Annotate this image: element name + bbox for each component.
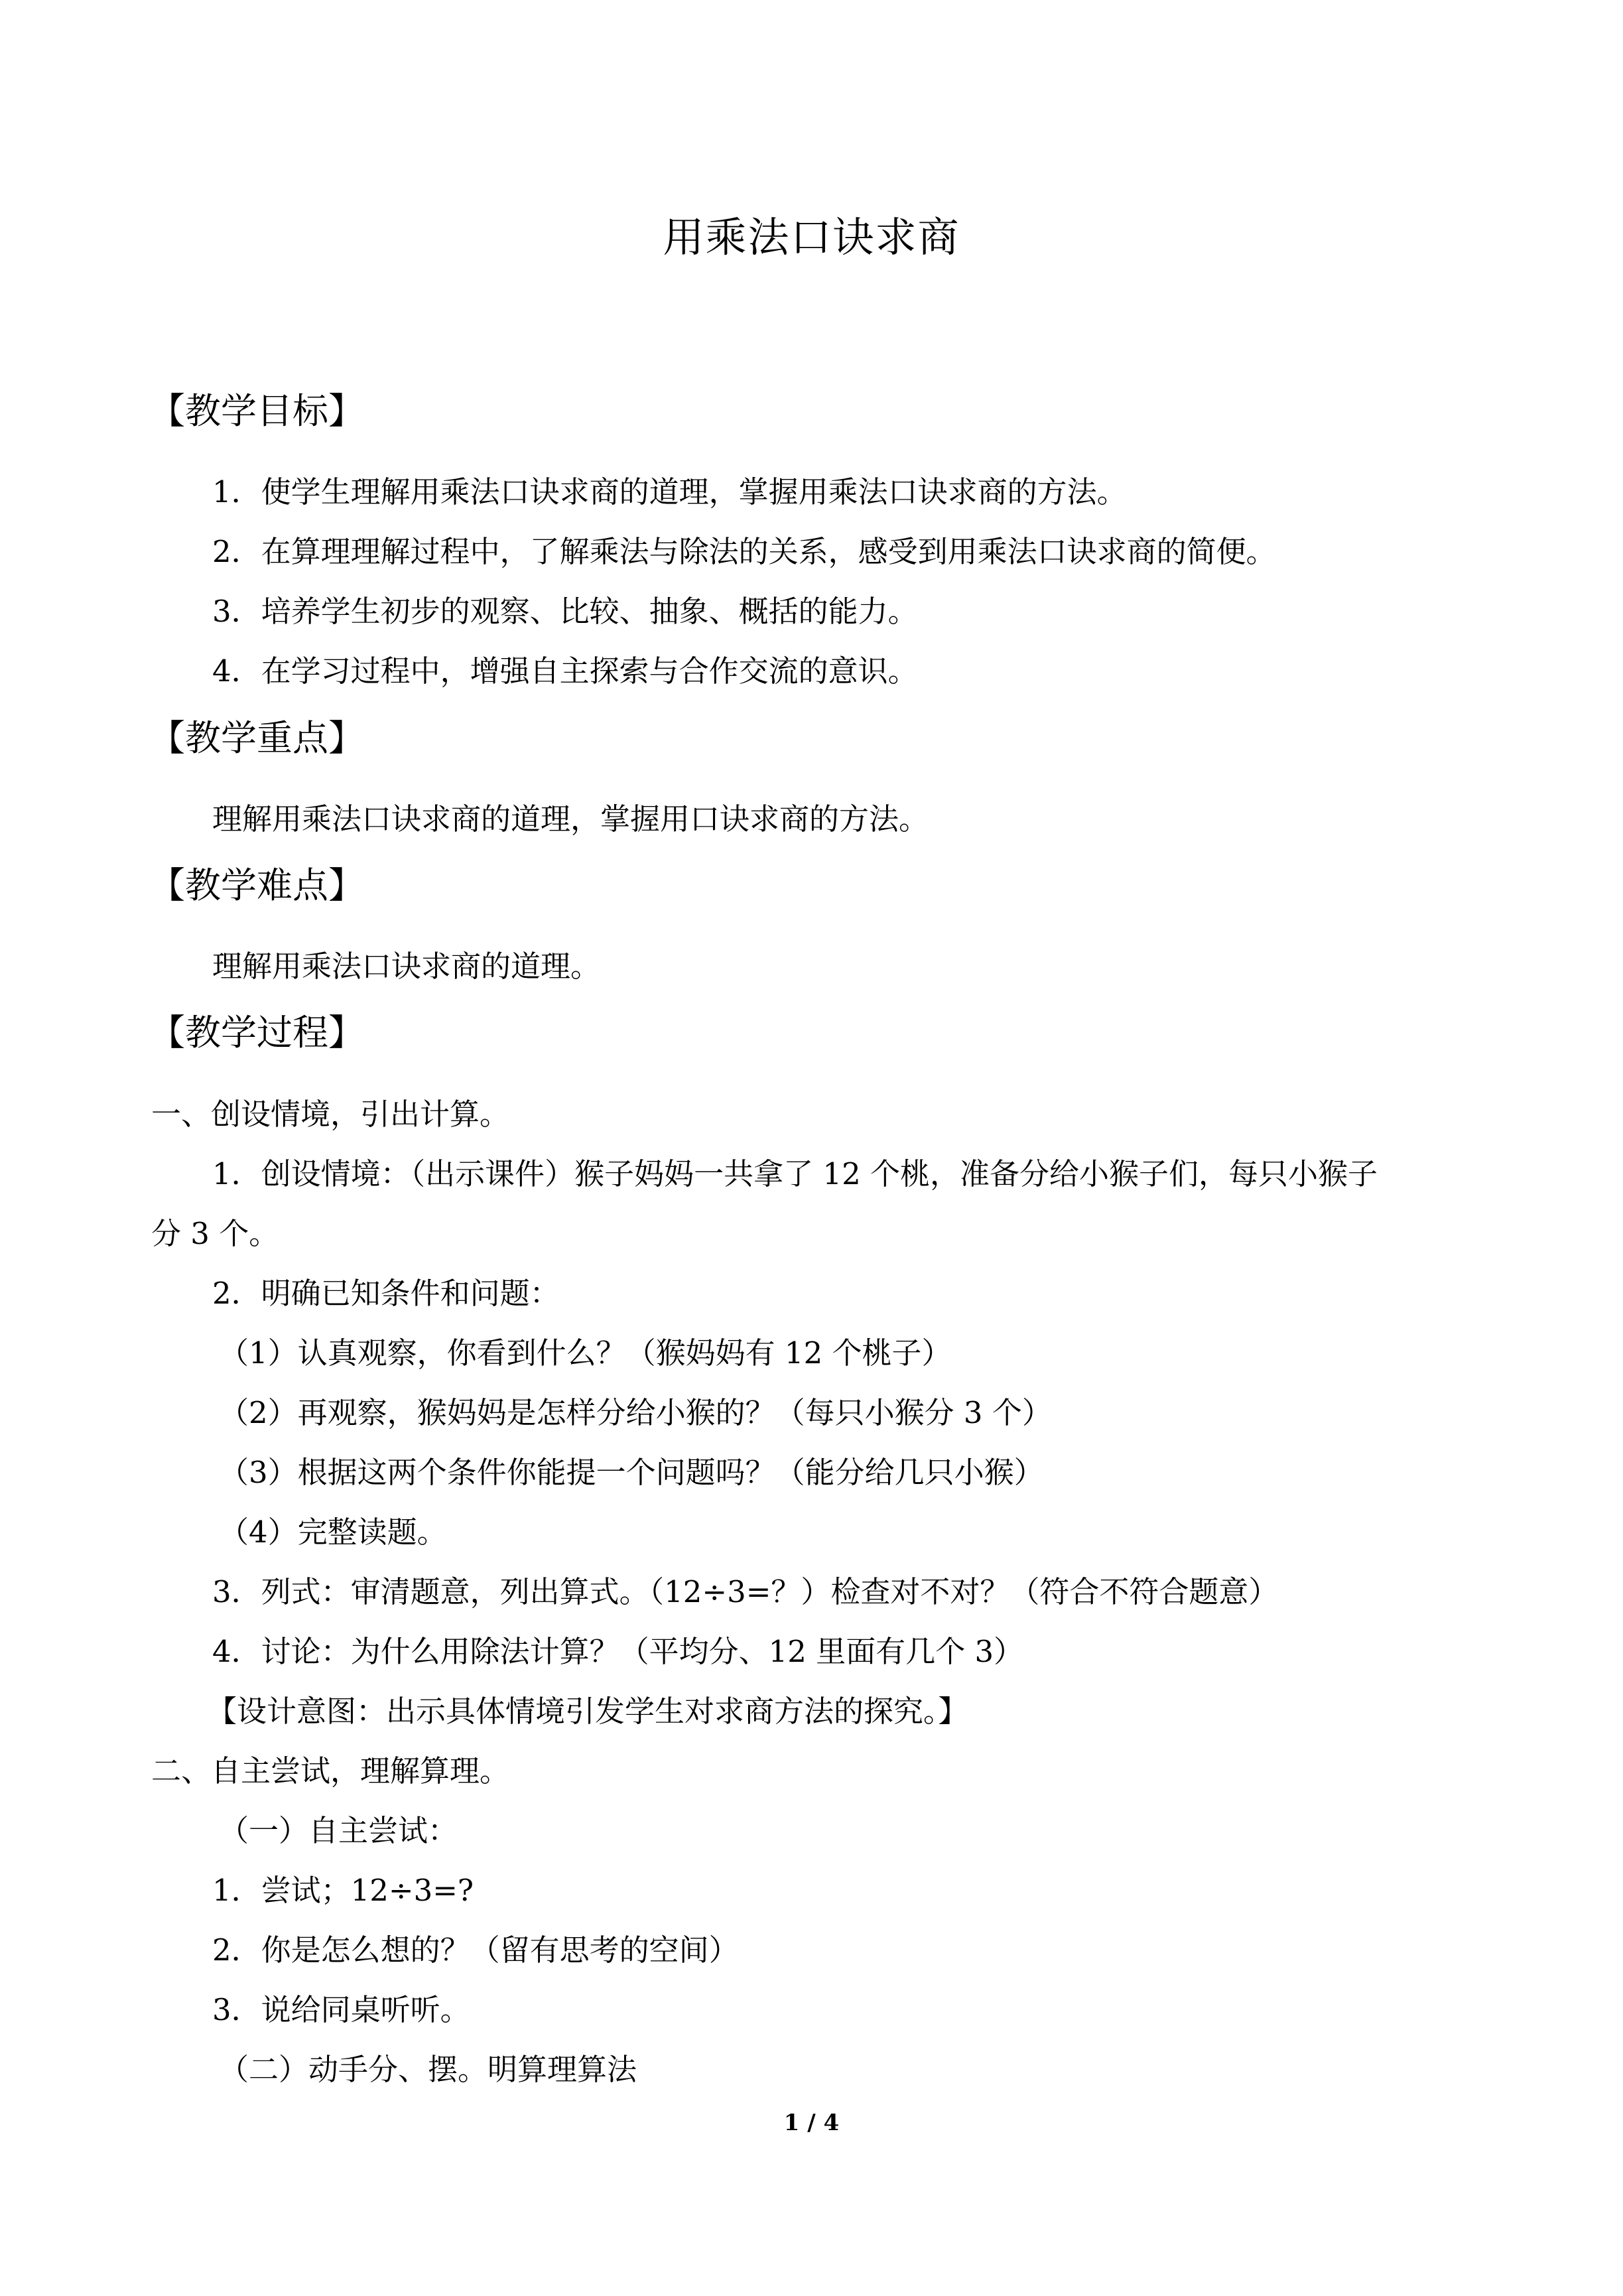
process-heading: 【教学过程】: [149, 1012, 364, 1053]
part2-title: 二、自主尝试，理解算理。: [151, 1753, 510, 1789]
part1-sub-item: （1）认真观察，你看到什么？（猴妈妈有 12 个桃子）: [219, 1335, 952, 1371]
document-title: 用乘法口诀求商: [663, 213, 960, 261]
part1-title: 一、创设情境，引出计算。: [151, 1097, 510, 1132]
part1-item3: 3．列式：审清题意，列出算式。（12÷3=？）检查对不对？（符合不符合题意）: [212, 1574, 1279, 1609]
part1-sub-item: （3）根据这两个条件你能提一个问题吗？（能分给几只小猴）: [219, 1455, 1044, 1490]
part1-item2: 2．明确已知条件和问题：: [212, 1276, 560, 1311]
key-points-heading: 【教学重点】: [149, 717, 364, 759]
part1-sub-item: （2）再观察，猴妈妈是怎样分给小猴的？（每只小猴分 3 个）: [219, 1395, 1052, 1430]
part2-item: 3．说给同桌听听。: [212, 1992, 470, 2027]
key-points-text: 理解用乘法口诀求商的道理，掌握用口诀求商的方法。: [212, 801, 929, 837]
objectives-heading: 【教学目标】: [149, 390, 364, 432]
page-number: 1 / 4: [783, 2110, 840, 2136]
difficulties-heading: 【教学难点】: [149, 864, 364, 906]
objective-item: 3．培养学生初步的观察、比较、抽象、概括的能力。: [212, 594, 918, 629]
part1-item1-line2: 分 3 个。: [151, 1216, 279, 1251]
objective-item: 2．在算理理解过程中，了解乘法与除法的关系，感受到用乘法口诀求商的简便。: [212, 534, 1276, 569]
part1-design-note: 【设计意图：出示具体情境引发学生对求商方法的探究。】: [207, 1694, 968, 1729]
part2-sub1: （一）自主尝试：: [219, 1813, 458, 1848]
part1-item4: 4．讨论：为什么用除法计算？（平均分、12 里面有几个 3）: [212, 1634, 1024, 1669]
part1-item1-line1: 1．创设情境：（出示课件）猴子妈妈一共拿了 12 个桃，准备分给小猴子们，每只小猴子: [212, 1156, 1378, 1191]
part2-item: 1．尝试；12÷3=?: [212, 1873, 474, 1908]
objective-item: 4．在学习过程中，增强自主探索与合作交流的意识。: [212, 653, 918, 689]
part2-sub2: （二）动手分、摆。明算理算法: [219, 2052, 637, 2087]
difficulties-text: 理解用乘法口诀求商的道理。: [212, 949, 601, 984]
part1-sub-item: （4）完整读题。: [219, 1515, 447, 1550]
objective-item: 1．使学生理解用乘法口诀求商的道理，掌握用乘法口诀求商的方法。: [212, 474, 1127, 509]
part2-item: 2．你是怎么想的？（留有思考的空间）: [212, 1932, 739, 1968]
